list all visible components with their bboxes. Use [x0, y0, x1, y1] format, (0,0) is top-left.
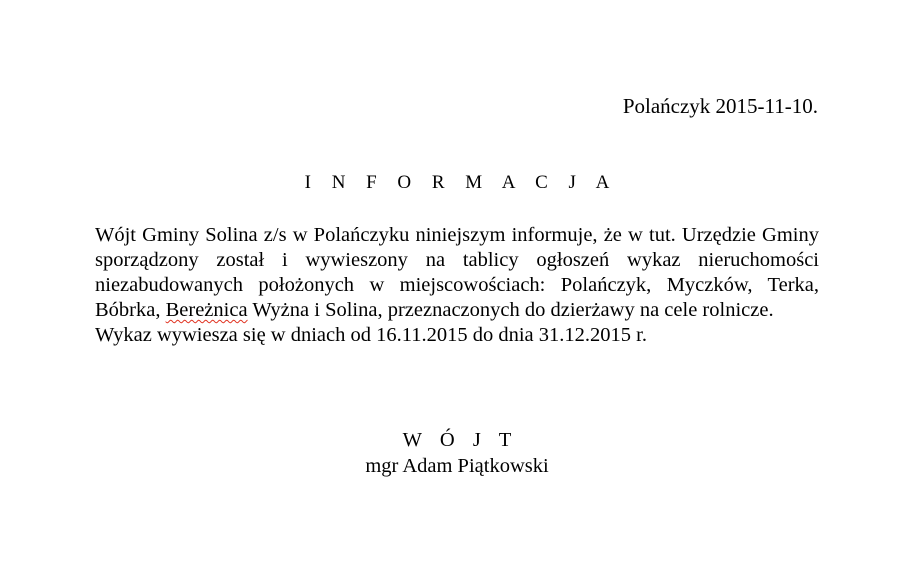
signature-name: mgr Adam Piątkowski: [365, 455, 549, 477]
paragraph-1-text-start: Wójt Gminy Solina z/s w Polańczyku niniejszym informuje, że w tut. Urzędzie Gminy sporządzony został i wywieszony na tablicy ogłoszeń wykaz nieruchomości niezabudowanych położonych w miejscowościach: Polańczyk, Myczków, Terka, Bóbrka,: [95, 224, 819, 321]
body-paragraph-1: [95, 223, 819, 323]
document-body: [95, 223, 819, 348]
date-line: Polańczyk 2015-11-10.: [622, 94, 818, 118]
signature-block: [0, 427, 914, 479]
body-paragraph-2: Wykaz wywiesza się w dniach od 16.11.2015 do dnia 31.12.2015 r.: [95, 324, 647, 346]
spellcheck-marked-word: Bereżnica: [165, 299, 248, 321]
signature-title: W Ó J T: [402, 429, 518, 451]
document-heading: I N F O R M A C J A: [304, 172, 618, 193]
paragraph-1-text-end: Wyżna i Solina, przeznaczonych do dzierżawy na cele rolnicze.: [247, 299, 774, 321]
